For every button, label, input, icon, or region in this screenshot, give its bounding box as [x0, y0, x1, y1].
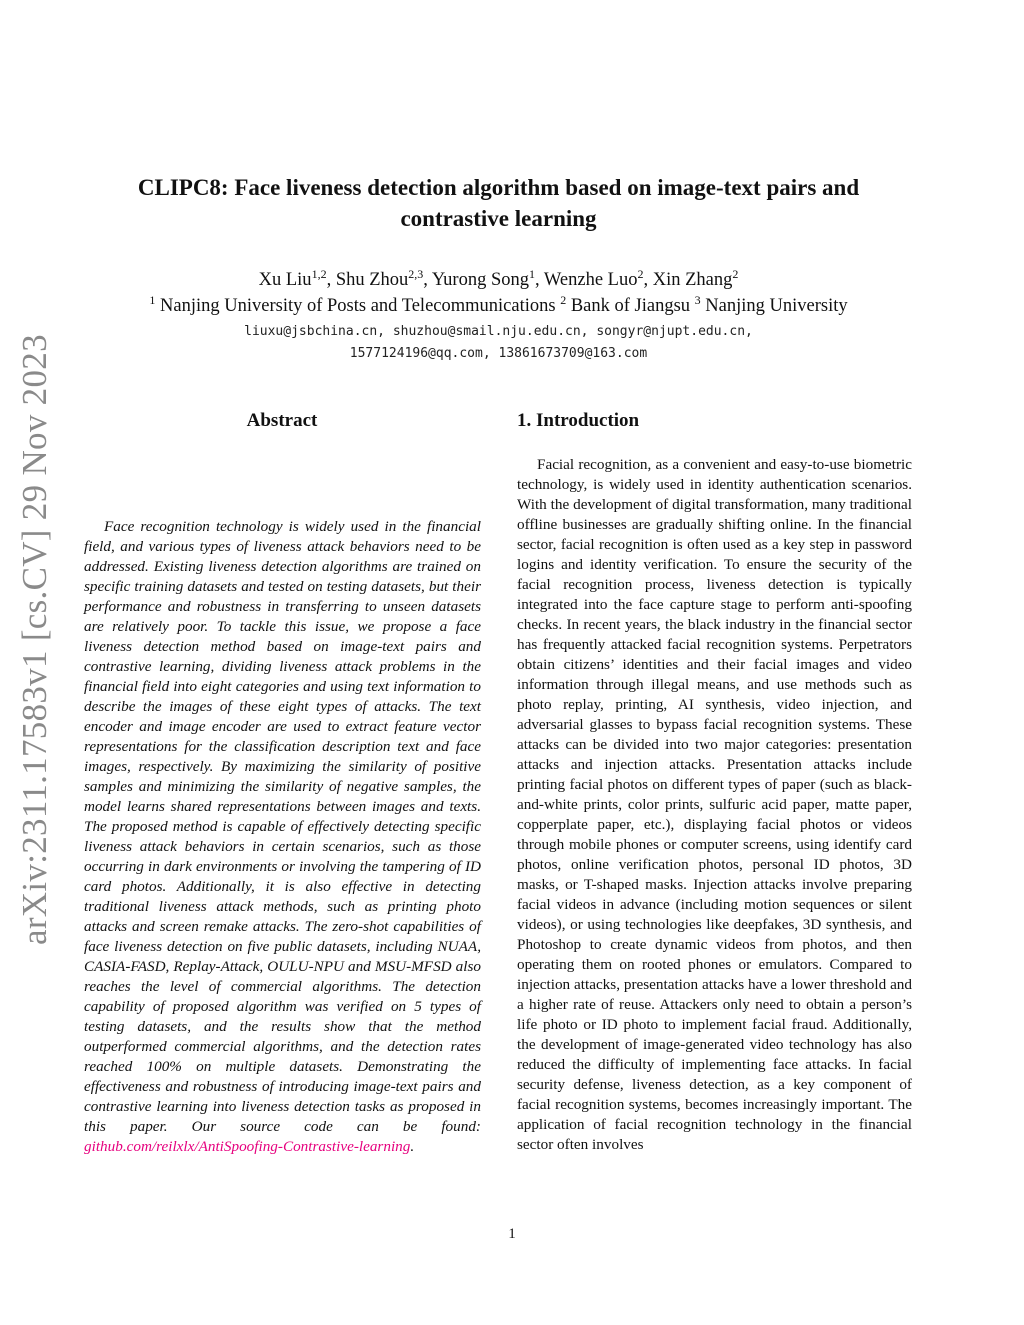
- author-affiliation-mark: 1,2: [311, 267, 327, 281]
- affiliation-name: Bank of Jiangsu: [570, 296, 691, 316]
- author-name: Shu Zhou: [335, 270, 409, 290]
- abstract-heading: Abstract: [246, 410, 318, 431]
- source-code-link[interactable]: github.com/reilxlx/AntiSpoofing-Contrastive-learning: [84, 1138, 411, 1155]
- author-name: Wenzhe Luo: [543, 270, 638, 290]
- author-affiliation-mark: 2: [732, 267, 739, 281]
- email-list: [100, 321, 897, 365]
- introduction-heading: 1. Introduction: [517, 410, 640, 431]
- affiliation-list: [100, 293, 897, 319]
- author-affiliation-mark: 2: [637, 267, 644, 281]
- email-line: liuxu@jsbchina.cn, shuzhou@smail.nju.edu.cn, songyr@njupt.edu.cn,: [244, 324, 753, 339]
- affiliation-number: 1: [149, 293, 156, 307]
- abstract-text: Face recognition technology is widely used in the financial field, and various types of liveness attack behaviors need to be addressed. Existing liveness detection algorithms are trained on specific training datasets and tested on testing datasets, but their performance and robustness in transferring to unseen datasets are relatively poor. To tackle this issue, we propose a face liveness detection method based on image-text pairs and contrastive learning, dividing liveness attack problems in the financial field into eight categories and using text information to describe the images of these eight types of attacks. The text encoder and image encoder are used to extract feature vector representations for the classification description text and face images, respectively. By maximizing the similarity of positive samples and minimizing the similarity of negative samples, the model learns shared representations between images and texts. The proposed method is capable of effectively detecting specific liveness attack behaviors in certain scenarios, such as those occurring in dark environments or involving the tampering of ID card photos. Additionally, it is also effective in detecting traditional liveness attack methods, such as printing photo attacks and screen remake attacks. The zero-shot capabilities of face liveness detection on five public datasets, including NUAA, CASIA-FASD, Replay-Attack, OULU-NPU and MSU-MFSD also reaches the level of commercial algorithms. The detection capability of proposed algorithm was verified on 5 types of testing datasets, and the results show that the method outperformed commercial algorithms, and the detection rates reached 100% on multiple datasets. Demonstrating the effectiveness and robustness of introducing image-text pairs and contrastive learning into liveness detection tasks as proposed in this paper. Our source code can be found:: [84, 518, 481, 1135]
- introduction-text: Facial recognition, as a convenient and easy-to-use biometric technology, is widely used in identity authentication scenarios. With the development of digital transformation, many traditional offline businesses are gradually shifting online. In the financial sector, facial recognition is often used as a key step in password logins and identity verification. To ensure the security of the facial recognition process, liveness detection is typically integrated into the face capture stage to perform anti-spoofing checks. In recent years, the black industry in the financial sector has frequently attacked facial recognition systems. Perpetrators obtain citizens’ identities and their facial images and video information through illegal means, and use methods such as photo replay, printing, AI synthesis, video injection, and adversarial glasses to bypass facial recognition systems. These attacks can be divided into two major categories: presentation attacks and injection attacks. Presentation attacks include printing facial photos on different types of paper (such as black-and-white prints, color prints, sulfuric acid paper, matte paper, copperplate paper, etc.), displaying facial photos or videos through mobile phones or computer screens, using identify card photos, online verification photos, personal ID photos, 3D masks, or T-shaped masks. Injection attacks involve preparing facial videos in advance (including motion sequences or silent videos), or using technologies like deepfakes, 3D synthesis, and Photoshop to create dynamic videos from photos, and then operating them on rooted phones or emulators. Compared to injection attacks, presentation attacks have a lower threshold and a higher rate of reuse. Attackers only need to obtain a person’s life photo or ID photo to implement facial fraud. Additionally, the development of image-generated video technology has also reduced the difficulty of implementing face attacks. In facial security defense, liveness detection, as a key component of facial recognition systems, becomes increasingly important. The application of facial recognition technology in the financial sector often involves: [517, 456, 912, 1153]
- affiliation-name: Nanjing University of Posts and Telecommunications: [160, 296, 556, 316]
- affiliation-name: Nanjing University: [705, 296, 848, 316]
- arxiv-stamp: arXiv:2311.17583v1 [cs.CV] 29 Nov 2023: [15, 334, 54, 945]
- affiliation-number: 3: [694, 293, 701, 307]
- paper-title: CLIPC8: Face liveness detection algorithm based on image-text pairs and contrastive learning: [137, 175, 860, 231]
- author-name: Xu Liu: [258, 270, 312, 290]
- introduction-body: [517, 455, 912, 1155]
- email-line: 1577124196@qq.com, 13861673709@163.com: [349, 346, 648, 361]
- author-name: Yurong Song: [431, 270, 529, 290]
- author-affiliation-mark: 1: [529, 267, 535, 281]
- author-name: Xin Zhang: [652, 270, 733, 290]
- page-number: 1: [508, 1226, 516, 1242]
- abstract-body: Face recognition technology is widely used in the financial field, and various types of liveness attack behaviors need to be addressed. Existing liveness detection algorithms are trained on specific training datasets and tested on testing datasets, but their performance and robustness in transferring to unseen datasets are relatively poor. To tackle this issue, we propose a face liveness detection method based on image-text pairs and contrastive learning, dividing liveness attack problems in the financial field into eight categories and using text information to describe the images of these eight types of attacks. The text encoder and image encoder are used to extract feature vector representations for the classification description text and face images, respectively. By maximizing the similarity of positive samples and minimizing the similarity of negative samples, the model learns shared representations between images and texts. The proposed method is capable of effectively detecting specific liveness attack behaviors in certain scenarios, such as those occurring in dark environments or involving the tampering of ID card photos. Additionally, it is also effective in detecting traditional liveness attack methods, such as printing photo attacks and screen remake attacks. The zero-shot capabilities of face liveness detection on five public datasets, including NUAA, CASIA-FASD, Replay-Attack, OULU-NPU and MSU-MFSD also reaches the level of commercial algorithms. The detection capability of proposed algorithm was verified on 5 types of testing datasets, and the results show that the method outperformed commercial algorithms, and the detection rates reached 100% on multiple datasets. Demonstrating the effectiveness and robustness of introducing image-text pairs and contrastive learning into liveness detection tasks as proposed in this paper. Our source code can be found: github.com/reilxlx/AntiSpoofing-Contrastive-learning.: [84, 518, 481, 1155]
- author-affiliation-mark: 2,3: [408, 267, 424, 281]
- affiliation-number: 2: [560, 293, 567, 307]
- author-list: Xu Liu$^{1,2}$, Shu Zhou$^{2,3}$, Yurong Song$^1$, Wenzhe Luo$^2$, Xin Zhang$^2$: [258, 267, 739, 290]
